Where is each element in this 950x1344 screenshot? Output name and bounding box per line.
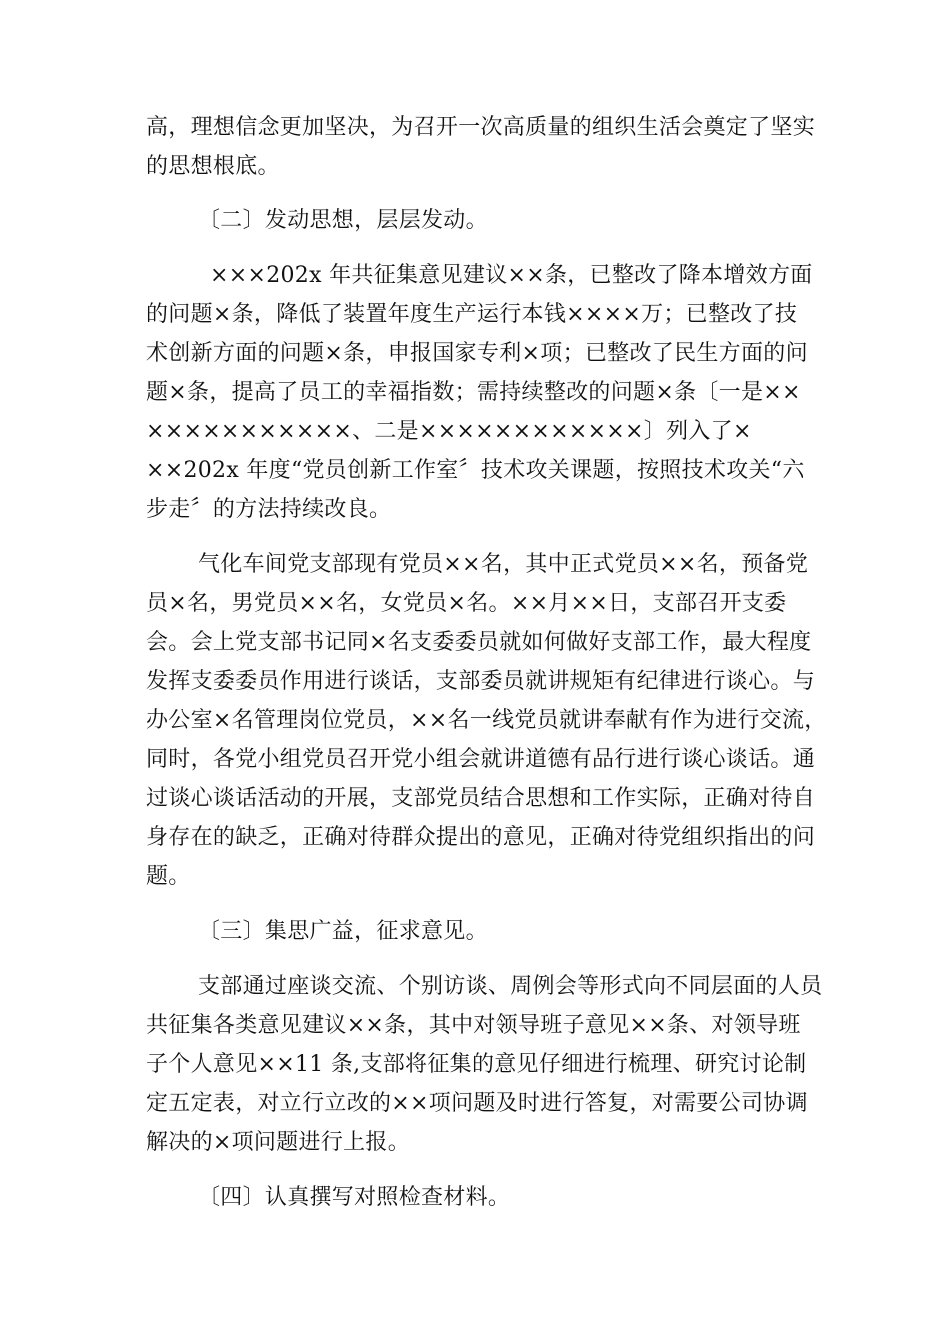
text-line: 发挥支委委员作用进行谈话，支部委员就讲规矩有纪律进行谈心。与 — [146, 669, 816, 694]
text-line: ×××202x 年共征集意见建议××条，已整改了降本增效方面 — [210, 263, 813, 288]
text-line: 同时，各党小组党员召开党小组会就讲道德有品行进行谈心谈话。通 — [146, 747, 816, 772]
text-line: ×××××××××××、二是××××××××××××〕列入了× — [146, 419, 752, 444]
text-line: 子个人意见××11 条,支部将征集的意见仔细进行梳理、研究讨论制 — [146, 1052, 807, 1077]
text-line: 术创新方面的问题×条，申报国家专利×项；已整改了民生方面的问 — [146, 341, 808, 366]
text-line: 题×条，提高了员工的幸福指数；需持续整改的问题×条〔一是×× — [146, 380, 801, 405]
text-line: 会。会上党支部书记同×名支委委员就如何做好支部工作，最大程度 — [146, 630, 812, 655]
text-line: 办公室×名管理岗位党员，××名一线党员就讲奉献有作为进行交流， — [146, 708, 827, 733]
text-line: 过谈心谈话活动的开展，支部党员结合思想和工作实际，正确对待自 — [146, 786, 816, 811]
text-line: 员×名，男党员××名，女党员×名。××月××日，支部召开支委 — [146, 591, 787, 616]
text-line: ××202x 年度“党员创新工作室〞技术攻关课题，按照技术攻关“六 — [146, 458, 805, 483]
text-line: 解决的×项问题进行上报。 — [146, 1130, 411, 1155]
text-line: 步走〞的方法持续改良。 — [146, 497, 392, 522]
text-line: 的问题×条，降低了装置年度生产运行本钱××××万；已整改了技 — [146, 302, 798, 327]
text-line: 高，理想信念更加坚决，为召开一次高质量的组织生活会奠定了坚实 — [146, 115, 816, 140]
text-line: 定五定表，对立行立改的××项问题及时进行答复，对需要公司协调 — [146, 1091, 808, 1116]
text-line: 共征集各类意见建议××条，其中对领导班子意见××条、对领导班 — [146, 1013, 801, 1038]
text-line: 题。 — [146, 864, 191, 889]
text-line: 气化车间党支部现有党员××名，其中正式党员××名，预备党 — [198, 552, 809, 577]
section-heading: 〔三〕集思广益，征求意见。 — [198, 919, 488, 944]
section-heading: 〔二〕发动思想，层层发动。 — [198, 208, 488, 233]
section-heading: 〔四〕认真撰写对照检查材料。 — [198, 1185, 511, 1210]
text-line: 支部通过座谈交流、个别访谈、周例会等形式向不同层面的人员 — [198, 974, 823, 999]
text-line: 身存在的缺乏，正确对待群众提出的意见，正确对待党组织指出的问 — [146, 825, 816, 850]
text-line: 的思想根底。 — [146, 154, 280, 179]
